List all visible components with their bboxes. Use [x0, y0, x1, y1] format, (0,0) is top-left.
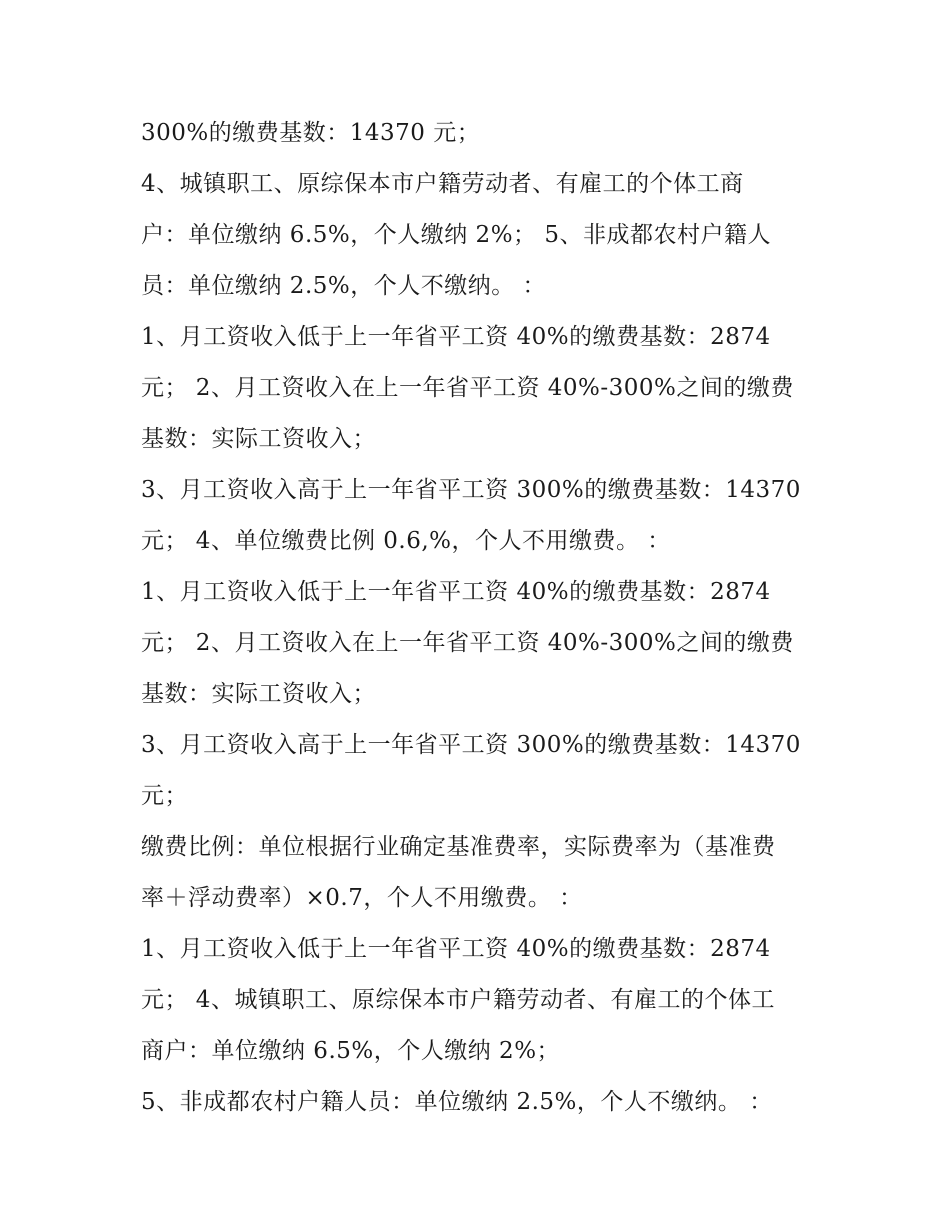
text-line: 元； 2、月工资收入在上一年省平工资 40%-300%之间的缴费: [141, 375, 794, 401]
text-line: 3、月工资收入高于上一年省平工资 300%的缴费基数：14370: [141, 732, 801, 758]
text-line: 率＋浮动费率）×0.7，个人不用缴费。 ：: [141, 885, 583, 911]
text-line: 员：单位缴纳 2.5%，个人不缴纳。 ：: [141, 273, 547, 299]
text-line: 1、月工资收入低于上一年省平工资 40%的缴费基数：2874: [141, 936, 771, 962]
text-line: 元；: [141, 783, 188, 809]
text-line: 缴费比例：单位根据行业确定基准费率，实际费率为（基准费: [141, 834, 776, 860]
text-line: 元； 2、月工资收入在上一年省平工资 40%-300%之间的缴费: [141, 630, 794, 656]
text-line: 商户：单位缴纳 6.5%，个人缴纳 2%；: [141, 1038, 561, 1064]
text-line: 元； 4、单位缴费比例 0.6,%，个人不用缴费。 ：: [141, 528, 671, 554]
text-line: 1、月工资收入低于上一年省平工资 40%的缴费基数：2874: [141, 324, 771, 350]
text-line: 1、月工资收入低于上一年省平工资 40%的缴费基数：2874: [141, 579, 771, 605]
text-line: 基数：实际工资收入；: [141, 681, 376, 707]
text-line: 元； 4、城镇职工、原综保本市户籍劳动者、有雇工的个体工: [141, 987, 775, 1013]
text-line: 300%的缴费基数：14370 元；: [141, 120, 481, 146]
text-line: 4、城镇职工、原综保本市户籍劳动者、有雇工的个体工商: [141, 171, 744, 197]
text-line: 5、非成都农村户籍人员：单位缴纳 2.5%，个人不缴纳。 ：: [141, 1089, 773, 1115]
text-line: 户：单位缴纳 6.5%，个人缴纳 2%； 5、非成都农村户籍人: [141, 222, 771, 248]
document-body: [141, 108, 821, 1128]
text-line: 基数：实际工资收入；: [141, 426, 376, 452]
text-line: 3、月工资收入高于上一年省平工资 300%的缴费基数：14370: [141, 477, 801, 503]
